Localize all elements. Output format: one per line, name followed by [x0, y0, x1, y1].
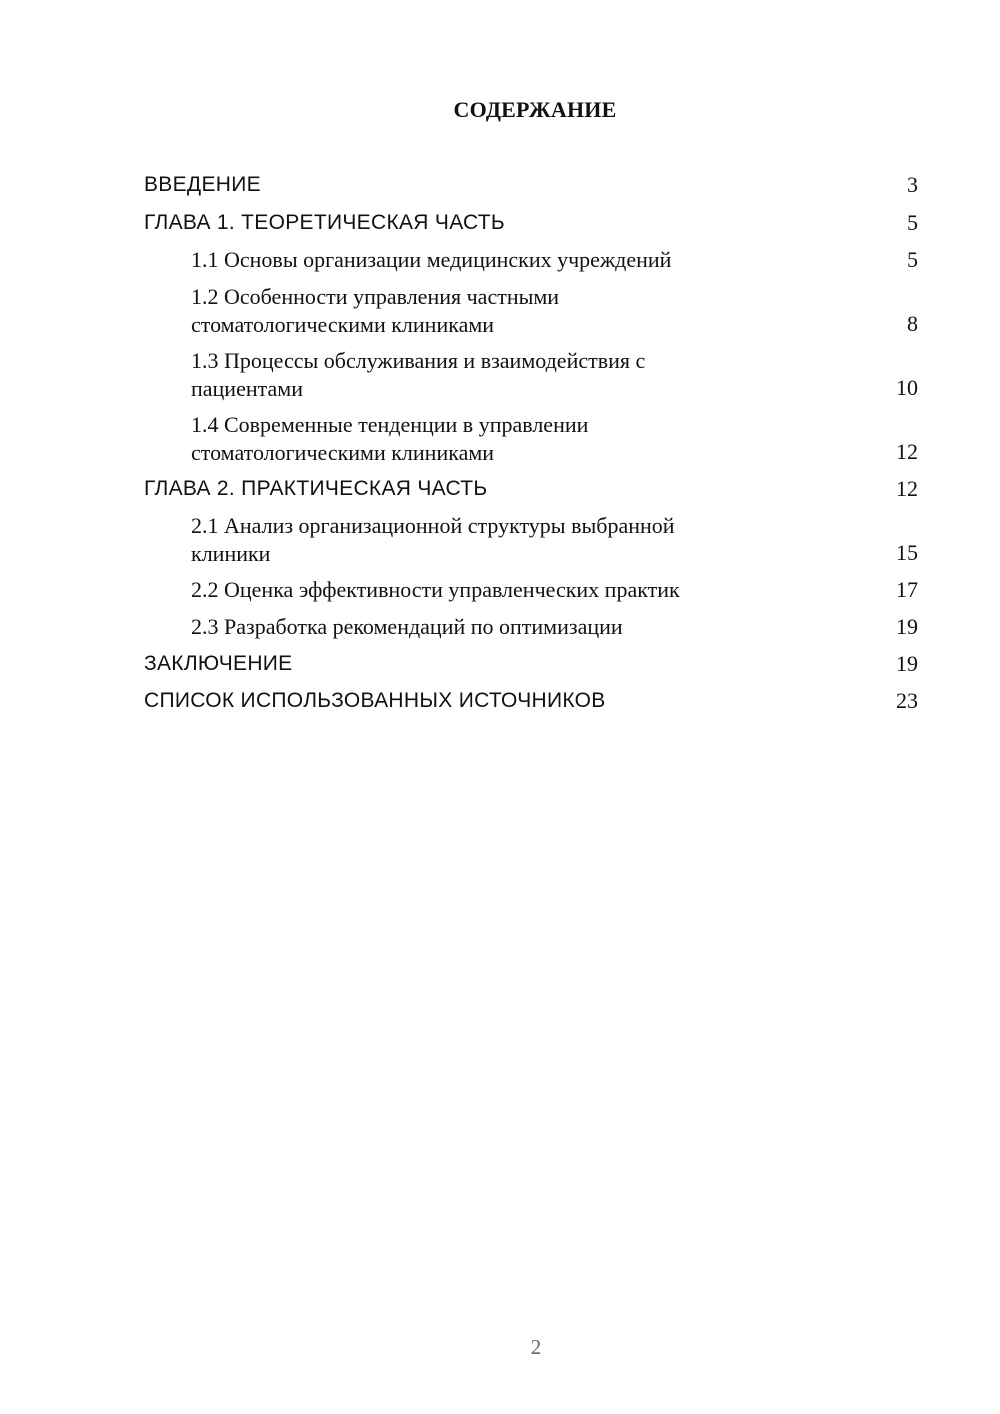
- toc-entry-page: 3: [907, 172, 918, 197]
- toc-title: СОДЕРЖАНИЕ: [453, 97, 617, 122]
- toc-entry-page: 10: [896, 375, 918, 400]
- toc-entry-page: 19: [896, 651, 918, 676]
- toc-entry-title: 2.2 Оценка эффективности управленческих практик: [191, 577, 680, 602]
- toc-entry-page: 12: [896, 439, 918, 464]
- toc-entry-title: 1.4 Современные тенденции в управлении стоматологическими клиниками: [191, 412, 589, 465]
- toc-entry-page: 8: [907, 311, 918, 336]
- toc-entry-page: 17: [896, 577, 918, 602]
- toc-entry-title: 1.3 Процессы обслуживания и взаимодействия с пациентами: [191, 348, 646, 401]
- toc-entry-title: СПИСОК ИСПОЛЬЗОВАННЫХ ИСТОЧНИКОВ: [144, 689, 606, 712]
- toc-entry-title: ГЛАВА 2. ПРАКТИЧЕСКАЯ ЧАСТЬ: [144, 477, 488, 500]
- toc-entry-page: 23: [896, 688, 918, 713]
- toc-entry-title: 1.1 Основы организации медицинских учреждений: [191, 247, 672, 272]
- toc-entry-page: 19: [896, 614, 918, 639]
- toc-entry-title: 2.1 Анализ организационной структуры выбранной клиники: [191, 513, 675, 566]
- toc-entry-page: 12: [896, 476, 918, 501]
- toc-entry-title: ВВЕДЕНИЕ: [144, 173, 261, 196]
- toc-entry-title: 1.2 Особенности управления частными стоматологическими клиниками: [191, 284, 560, 337]
- toc-entry-page: 5: [907, 247, 918, 272]
- toc-entry-title: ГЛАВА 1. ТЕОРЕТИЧЕСКАЯ ЧАСТЬ: [144, 211, 506, 234]
- toc-entry-title: 2.3 Разработка рекомендаций по оптимизации: [191, 614, 623, 639]
- toc-entry-page: 15: [896, 540, 918, 565]
- page-number: 2: [530, 1335, 542, 1359]
- toc-entry-title: ЗАКЛЮЧЕНИЕ: [144, 652, 293, 675]
- toc-entry-page: 5: [907, 210, 918, 235]
